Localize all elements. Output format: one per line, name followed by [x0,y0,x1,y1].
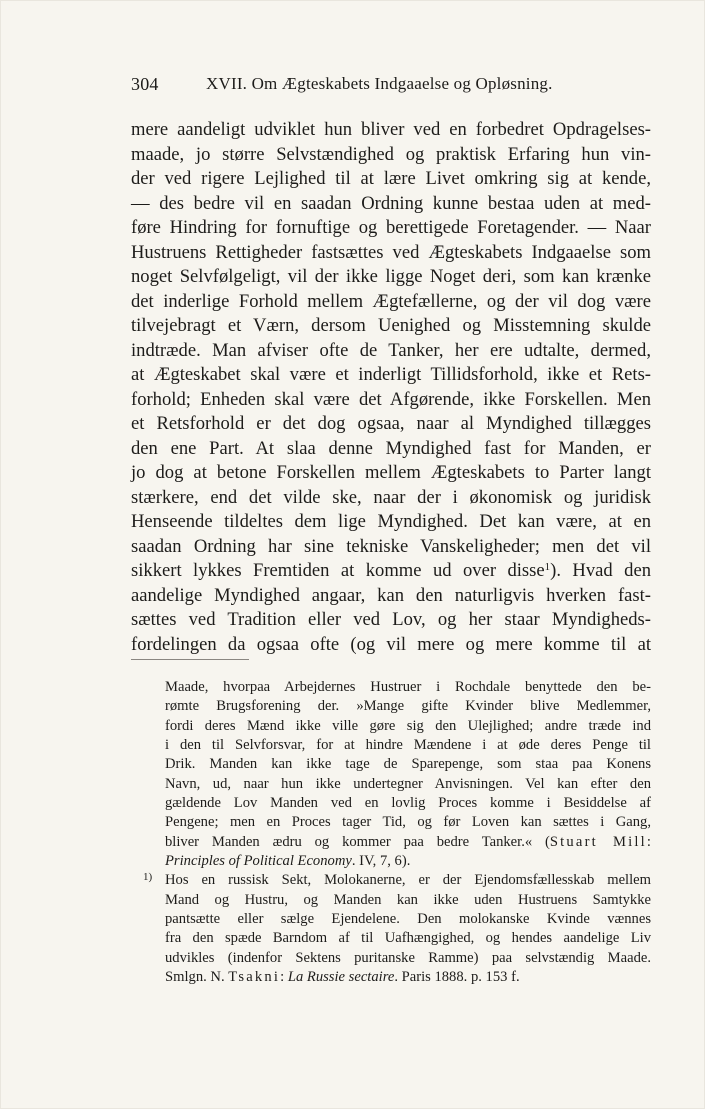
footnote-segment: . Paris 1888. p. 153 f. [394,969,520,986]
footnote-line: gældende Lov Manden ved en lovlig Proces komme i Besiddelse af [165,795,651,812]
footnote-segment: : [280,969,288,986]
text-line: forhold; Enheden skal være det Afgørende, ikke Forskellen. Men [131,388,651,410]
text-line: indtræde. Man afviser ofte de Tanker, her ere udtalte, dermed, [131,339,651,361]
footnote-segment: : [646,833,651,850]
text-line-with-footnote-ref [131,559,651,584]
text-line: Henseende tildeltes dem lige Myndighed. Det kan være, at en [131,511,651,532]
text-line: fordelingen da ogsaa ofte (og vil mere og mere komme til at [131,633,651,655]
footnote-line: Pengene; men en Proces tager Tid, og før Loven kan sættes i Gang, [165,814,651,831]
text-segment: ). Hvad den [550,560,651,581]
text-line: maade, jo større Selvstændighed og praktisk Erfaring hun vin- [131,143,651,165]
text-line: der ved rigere Lejlighed til at lære Livet omkring sig at kende, [131,168,651,189]
footnote-marker: 1) [143,871,153,884]
footnote-rule [131,659,249,660]
text-segment: sikkert lykkes Fremtiden at komme ud over disse [131,560,545,581]
footnote-segment: bliver Manden ædru og kommer paa bedre Tanker.« ( [165,833,550,850]
footnote-line: Navn, ud, naar hun ikke undertegner Anvisningen. Vel kan efter den [165,775,651,792]
text-line: føre Hindring for fornuftige og berettigede Foretagender. — Naar [131,217,651,238]
author-name: Tsakni [228,969,281,986]
text-line: tilvejebragt et Værn, dersom Uenighed og Misstemning skulde [131,315,651,336]
footnote-line: i den til Selvforsvar, for at hindre Mændene i at øde deres Penge til [165,737,651,754]
text-line: aandelige Myndighed angaar, kan den naturligvis hverken fast- [131,584,651,606]
footnote-line [131,871,651,890]
footnote-line: Maade, hvorpaa Arbejdernes Hustruer i Rochdale benyttede den be- [165,679,651,695]
footnote-segment: . IV, 7, 6). [351,853,411,870]
footnote-line [131,852,651,871]
footnote-line: fordi deres Mænd ikke ville gøre sig den Ulejlighed; andre træde ind [165,717,651,734]
running-title: XVII. Om Ægteskabets Indgaaelse og Opløsning. [206,74,553,93]
text-line: det inderlige Forhold mellem Ægtefællerne, og der vil dog være [131,290,651,312]
footnote-line: Drik. Manden kan ikke tage de Sparepenge, som staa paa Konens [165,756,651,773]
footnote-line: udvikles (indenfor Sektens puritanske Ramme) paa selvstændig Maade. [165,949,651,966]
text-line: — des bedre vil en saadan Ordning kunne bestaa uden at med- [131,192,651,214]
footnote-line [131,968,651,987]
text-line: stærkere, end det vilde ske, naar der i økonomisk og juridisk [131,486,651,508]
text-line: saadan Ordning har sine tekniske Vanskeligheder; men det vil [131,535,651,557]
running-head [131,74,651,100]
text-line: sættes ved Tradition eller ved Lov, og her staar Myndigheds- [131,609,651,630]
main-text [131,118,651,657]
footnote-line: fra den spæde Barndom af til Uafhængighed, og hendes aandelige Liv [165,930,651,947]
book-title: Principles of Political Economy [165,853,352,870]
book-title: La Russie sectaire [287,969,395,986]
text-line: jo dog at betone Forskellen mellem Ægteskabets to Parter langt [131,462,651,483]
footnote-segment: Smlgn. N. [165,969,229,986]
footnote-line: rømte Brugsforening der. »Mange gifte Kvinder blive Medlemmer, [165,698,651,715]
author-name: Stuart Mill [549,833,647,850]
footnote-line: Mand og Hustru, og Manden kan ikke uden Hustruens Samtykke [165,891,651,908]
footnote-line [131,833,651,852]
footnote-segment: Hos en russisk Sekt, Molokanerne, er der Ejendomsfællesskab mellem [165,872,651,889]
footnotes [131,678,651,988]
footnote-reference: 1 [544,561,551,573]
text-line: den ene Part. At slaa denne Myndighed fast for Manden, er [131,437,651,459]
text-line: et Retsforhold er det dog ogsaa, naar al Myndighed tillægges [131,413,651,434]
text-line: noget Selvfølgeligt, vil der ikke ligge Noget deri, som kan krænke [131,266,651,287]
page-number: 304 [131,74,159,94]
text-line: mere aandeligt udviklet hun bliver ved en forbedret Opdragelses- [131,119,651,140]
text-line: at Ægteskabet skal være et inderligt Tillidsforhold, ikke et Rets- [131,364,651,385]
text-line: Hustruens Rettigheder fastsættes ved Ægteskabets Indgaaelse som [131,241,651,263]
footnote-line: pantsætte eller sælge Ejendelene. Den molokanske Kvinde vænnes [165,911,651,928]
